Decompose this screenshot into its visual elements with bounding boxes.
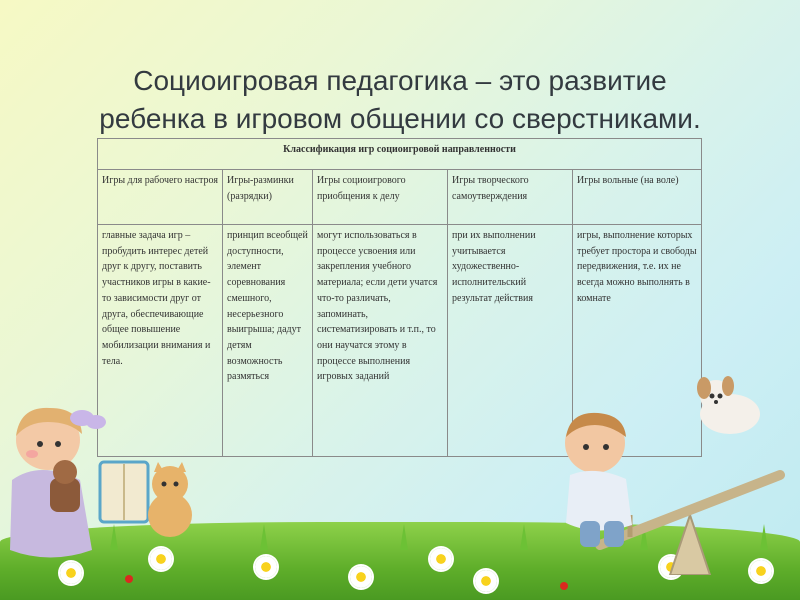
table-cell: могут использоваться в процессе усвоения или закрепления учебного материала; если дети учатся что-то различать, запоминать, систематизировать и т.п., то они научатся этому в процессе выполнения игровых заданий — [313, 225, 448, 457]
grass-blade-icon — [260, 524, 268, 550]
boy-on-seesaw-illustration — [540, 405, 670, 555]
header-cell: Игры-разминки (разрядки) — [223, 170, 313, 225]
puppy-illustration — [690, 372, 770, 442]
table-cell: главные задача игр – пробудить интерес детей друг к другу, поставить участников игры в какие-то зависимости друг от друга, обеспечивающие общее повышение мобилизации внимания и тела. — [98, 225, 223, 457]
flower-icon — [475, 570, 497, 592]
header-cell: Игры социоигрового приобщения к делу — [313, 170, 448, 225]
title-line-1: Социоигровая педагогика – это развитие — [133, 65, 667, 96]
table-cell: игры, выполнение которых требует простора и свободы передвижения, т.е. их не всегда можно выполнять в комнате — [573, 225, 702, 457]
flower-icon — [150, 548, 172, 570]
flower-icon — [430, 548, 452, 570]
ladybug-icon — [560, 582, 568, 590]
flower-icon — [350, 566, 372, 588]
flower-icon — [255, 556, 277, 578]
grass-blade-icon — [400, 524, 408, 550]
grass-blade-icon — [520, 524, 528, 550]
table-cell: при их выполнении учитывается художественно-исполнительский результат действия — [448, 225, 573, 457]
girl-with-book-illustration — [0, 400, 150, 570]
header-cell: Игры для рабочего настроя — [98, 170, 223, 225]
header-cell: Игры вольные (на воле) — [573, 170, 702, 225]
table-caption: Классификация игр социоигровой направленности — [98, 139, 702, 170]
slide-title — [40, 62, 760, 138]
kitten-illustration — [140, 460, 200, 540]
table-cell: принцип всеобщей доступности, элемент соревнования смешного, несерьезного выигрыша; дадут детям возможность размяться — [223, 225, 313, 457]
table-header-row — [98, 170, 702, 225]
title-line-2: ребенка в игровом общении со сверстниками. — [99, 103, 701, 134]
header-cell: Игры творческого самоутверждения — [448, 170, 573, 225]
ladybug-icon — [125, 575, 133, 583]
